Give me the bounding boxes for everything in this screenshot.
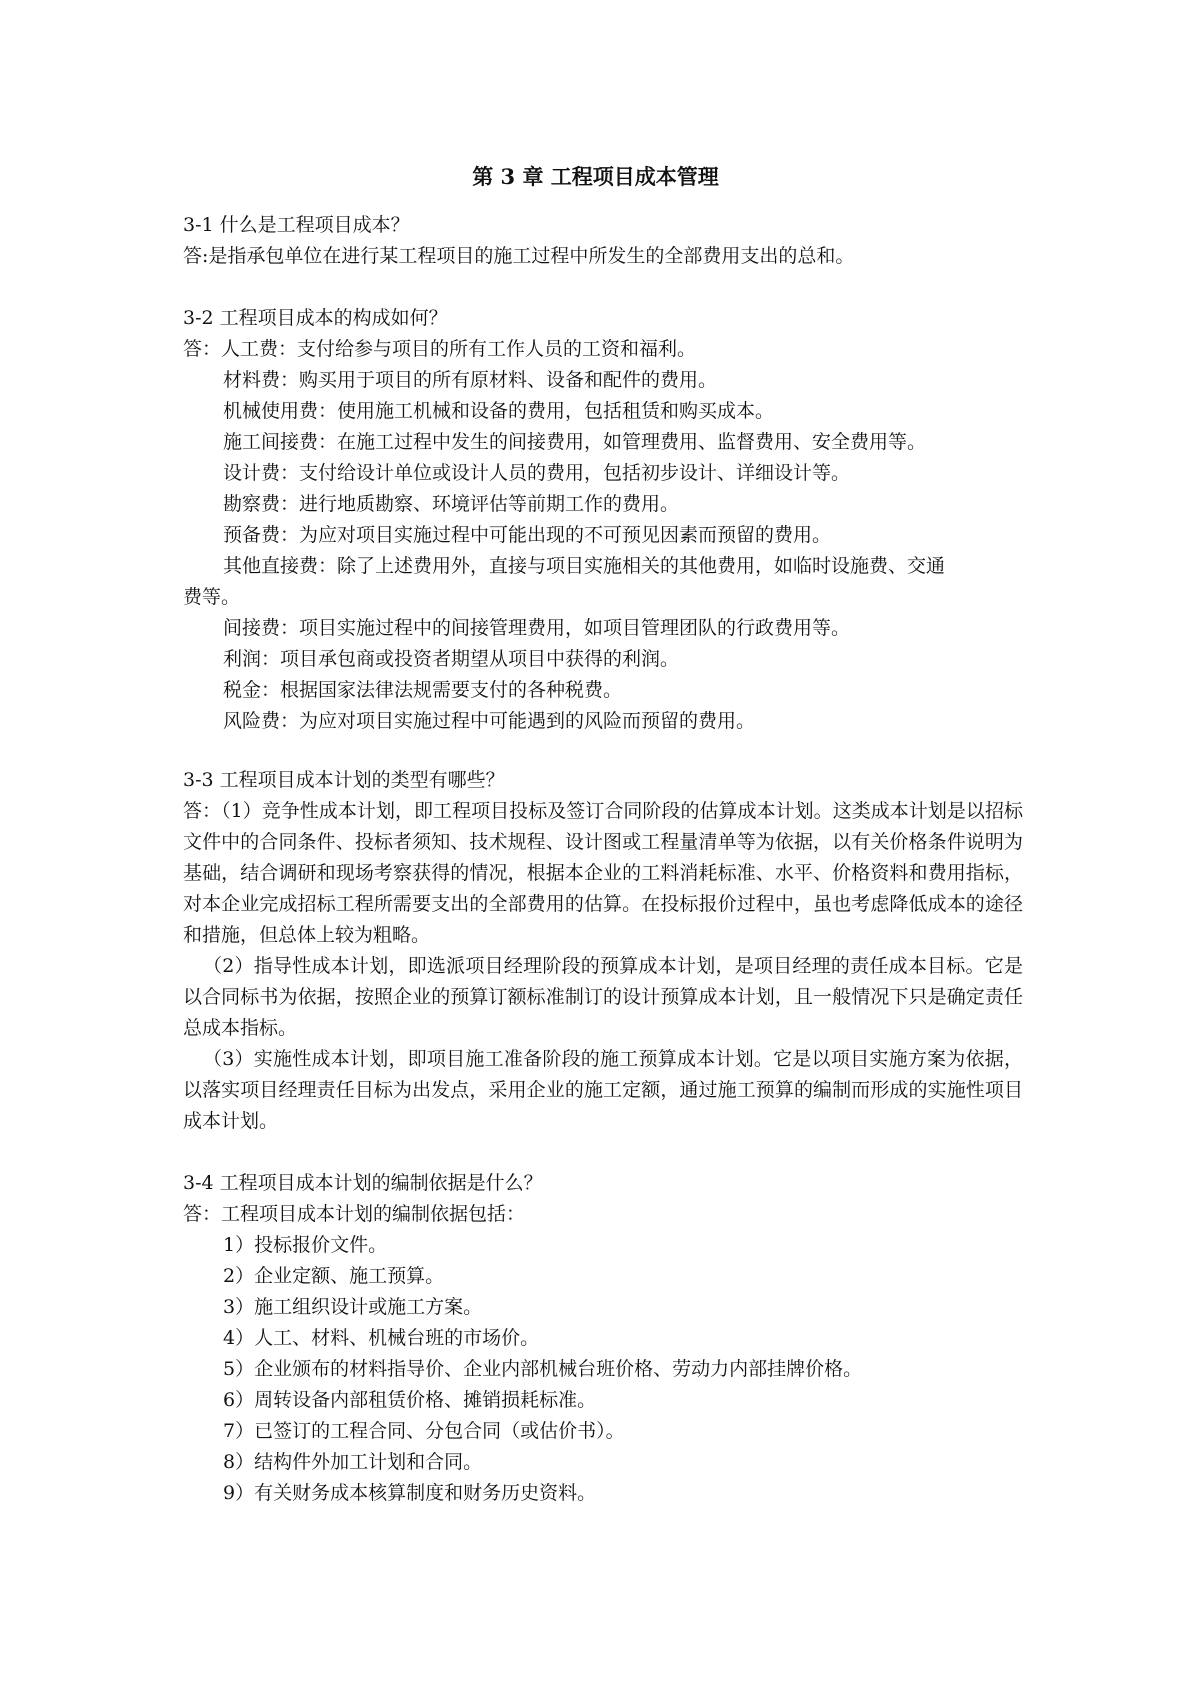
cost-item: 机械使用费：使用施工机械和设备的费用，包括租赁和购买成本。 bbox=[223, 400, 775, 422]
basis-item: 1）投标报价文件。 bbox=[223, 1234, 388, 1256]
cost-item: 施工间接费：在施工过程中发生的间接费用，如管理费用、监督费用、安全费用等。 bbox=[223, 431, 927, 453]
question-3-3: 3-3 工程项目成本计划的类型有哪些？ bbox=[183, 769, 505, 791]
answer-3-1: 答:是指承包单位在进行某工程项目的施工过程中所发生的全部费用支出的总和。 bbox=[183, 245, 855, 267]
cost-item: 勘察费：进行地质勘察、环境评估等前期工作的费用。 bbox=[223, 493, 680, 515]
answer-3-3-paragraph-1: 答：（1）竞争性成本计划，即工程项目投标及签订合同阶段的估算成本计划。这类成本计划是以招标文件中的合同条件、投标者须知、技术规程、设计图或工程量清单等为依据，以有关价格条件说明为基础，结合调研和现场考察获得的情况，根据本企业的工料消耗标准、水平、价格资料和费用指标，对本企业完成招标工程所需要支出的全部费用的估算。在投标报价过程中，虽也考虑降低成本的途径和措施，但总体上较为粗略。 bbox=[183, 800, 1023, 946]
chapter-title: 第 3 章 工程项目成本管理 bbox=[472, 164, 719, 189]
basis-item: 6）周转设备内部租赁价格、摊销损耗标准。 bbox=[223, 1389, 597, 1411]
answer-3-3-paragraph-2: （2）指导性成本计划，即选派项目经理阶段的预算成本计划，是项目经理的责任成本目标。它是以合同标书为依据，按照企业的预算订额标准制订的设计预算成本计划，且一般情况下只是确定责任总成本指标。 bbox=[183, 955, 1023, 1039]
cost-item: 税金：根据国家法律法规需要支付的各种税费。 bbox=[223, 679, 623, 701]
basis-item: 3）施工组织设计或施工方案。 bbox=[223, 1296, 483, 1318]
cost-item: 材料费：购买用于项目的所有原材料、设备和配件的费用。 bbox=[223, 369, 718, 391]
cost-item: 风险费：为应对项目实施过程中可能遇到的风险而预留的费用。 bbox=[223, 710, 756, 732]
basis-item: 4）人工、材料、机械台班的市场价。 bbox=[223, 1327, 540, 1349]
cost-item-other-direct-continued: 费等。 bbox=[183, 586, 241, 608]
answer-3-3-paragraph-3: （3）实施性成本计划，即项目施工准备阶段的施工预算成本计划。它是以项目实施方案为依据，以落实项目经理责任目标为出发点，采用企业的施工定额，通过施工预算的编制而形成的实施性项目成本计划。 bbox=[183, 1048, 1023, 1132]
question-3-4: 3-4 工程项目成本计划的编制依据是什么？ bbox=[183, 1172, 543, 1194]
cost-item: 设计费：支付给设计单位或设计人员的费用，包括初步设计、详细设计等。 bbox=[223, 462, 851, 484]
answer-3-4: 答：工程项目成本计划的编制依据包括： bbox=[183, 1203, 526, 1225]
basis-item: 2）企业定额、施工预算。 bbox=[223, 1265, 445, 1287]
section-3-2 bbox=[183, 303, 1023, 737]
section-3-1 bbox=[183, 210, 1023, 272]
question-3-2: 3-2 工程项目成本的构成如何？ bbox=[183, 307, 448, 329]
document-body bbox=[183, 210, 1023, 1540]
basis-item: 5）企业颁布的材料指导价、企业内部机械台班价格、劳动力内部挂牌价格。 bbox=[223, 1358, 863, 1380]
cost-item: 利润：项目承包商或投资者期望从项目中获得的利润。 bbox=[223, 648, 680, 670]
cost-item: 预备费：为应对项目实施过程中可能出现的不可预见因素而预留的费用。 bbox=[223, 524, 832, 546]
question-3-1: 3-1 什么是工程项目成本？ bbox=[183, 214, 410, 236]
section-3-4 bbox=[183, 1168, 1023, 1509]
cost-item: 间接费：项目实施过程中的间接管理费用，如项目管理团队的行政费用等。 bbox=[223, 617, 851, 639]
section-3-3 bbox=[183, 765, 1023, 1137]
basis-item: 8）结构件外加工计划和合同。 bbox=[223, 1451, 483, 1473]
answer-3-2-first-line: 答：人工费：支付给参与项目的所有工作人员的工资和福利。 bbox=[183, 338, 697, 360]
basis-item: 7）已签订的工程合同、分包合同（或估价书）。 bbox=[223, 1420, 625, 1442]
basis-item: 9）有关财务成本核算制度和财务历史资料。 bbox=[223, 1482, 597, 1504]
cost-item-other-direct: 其他直接费：除了上述费用外，直接与项目实施相关的其他费用，如临时设施费、交通 bbox=[223, 555, 946, 577]
